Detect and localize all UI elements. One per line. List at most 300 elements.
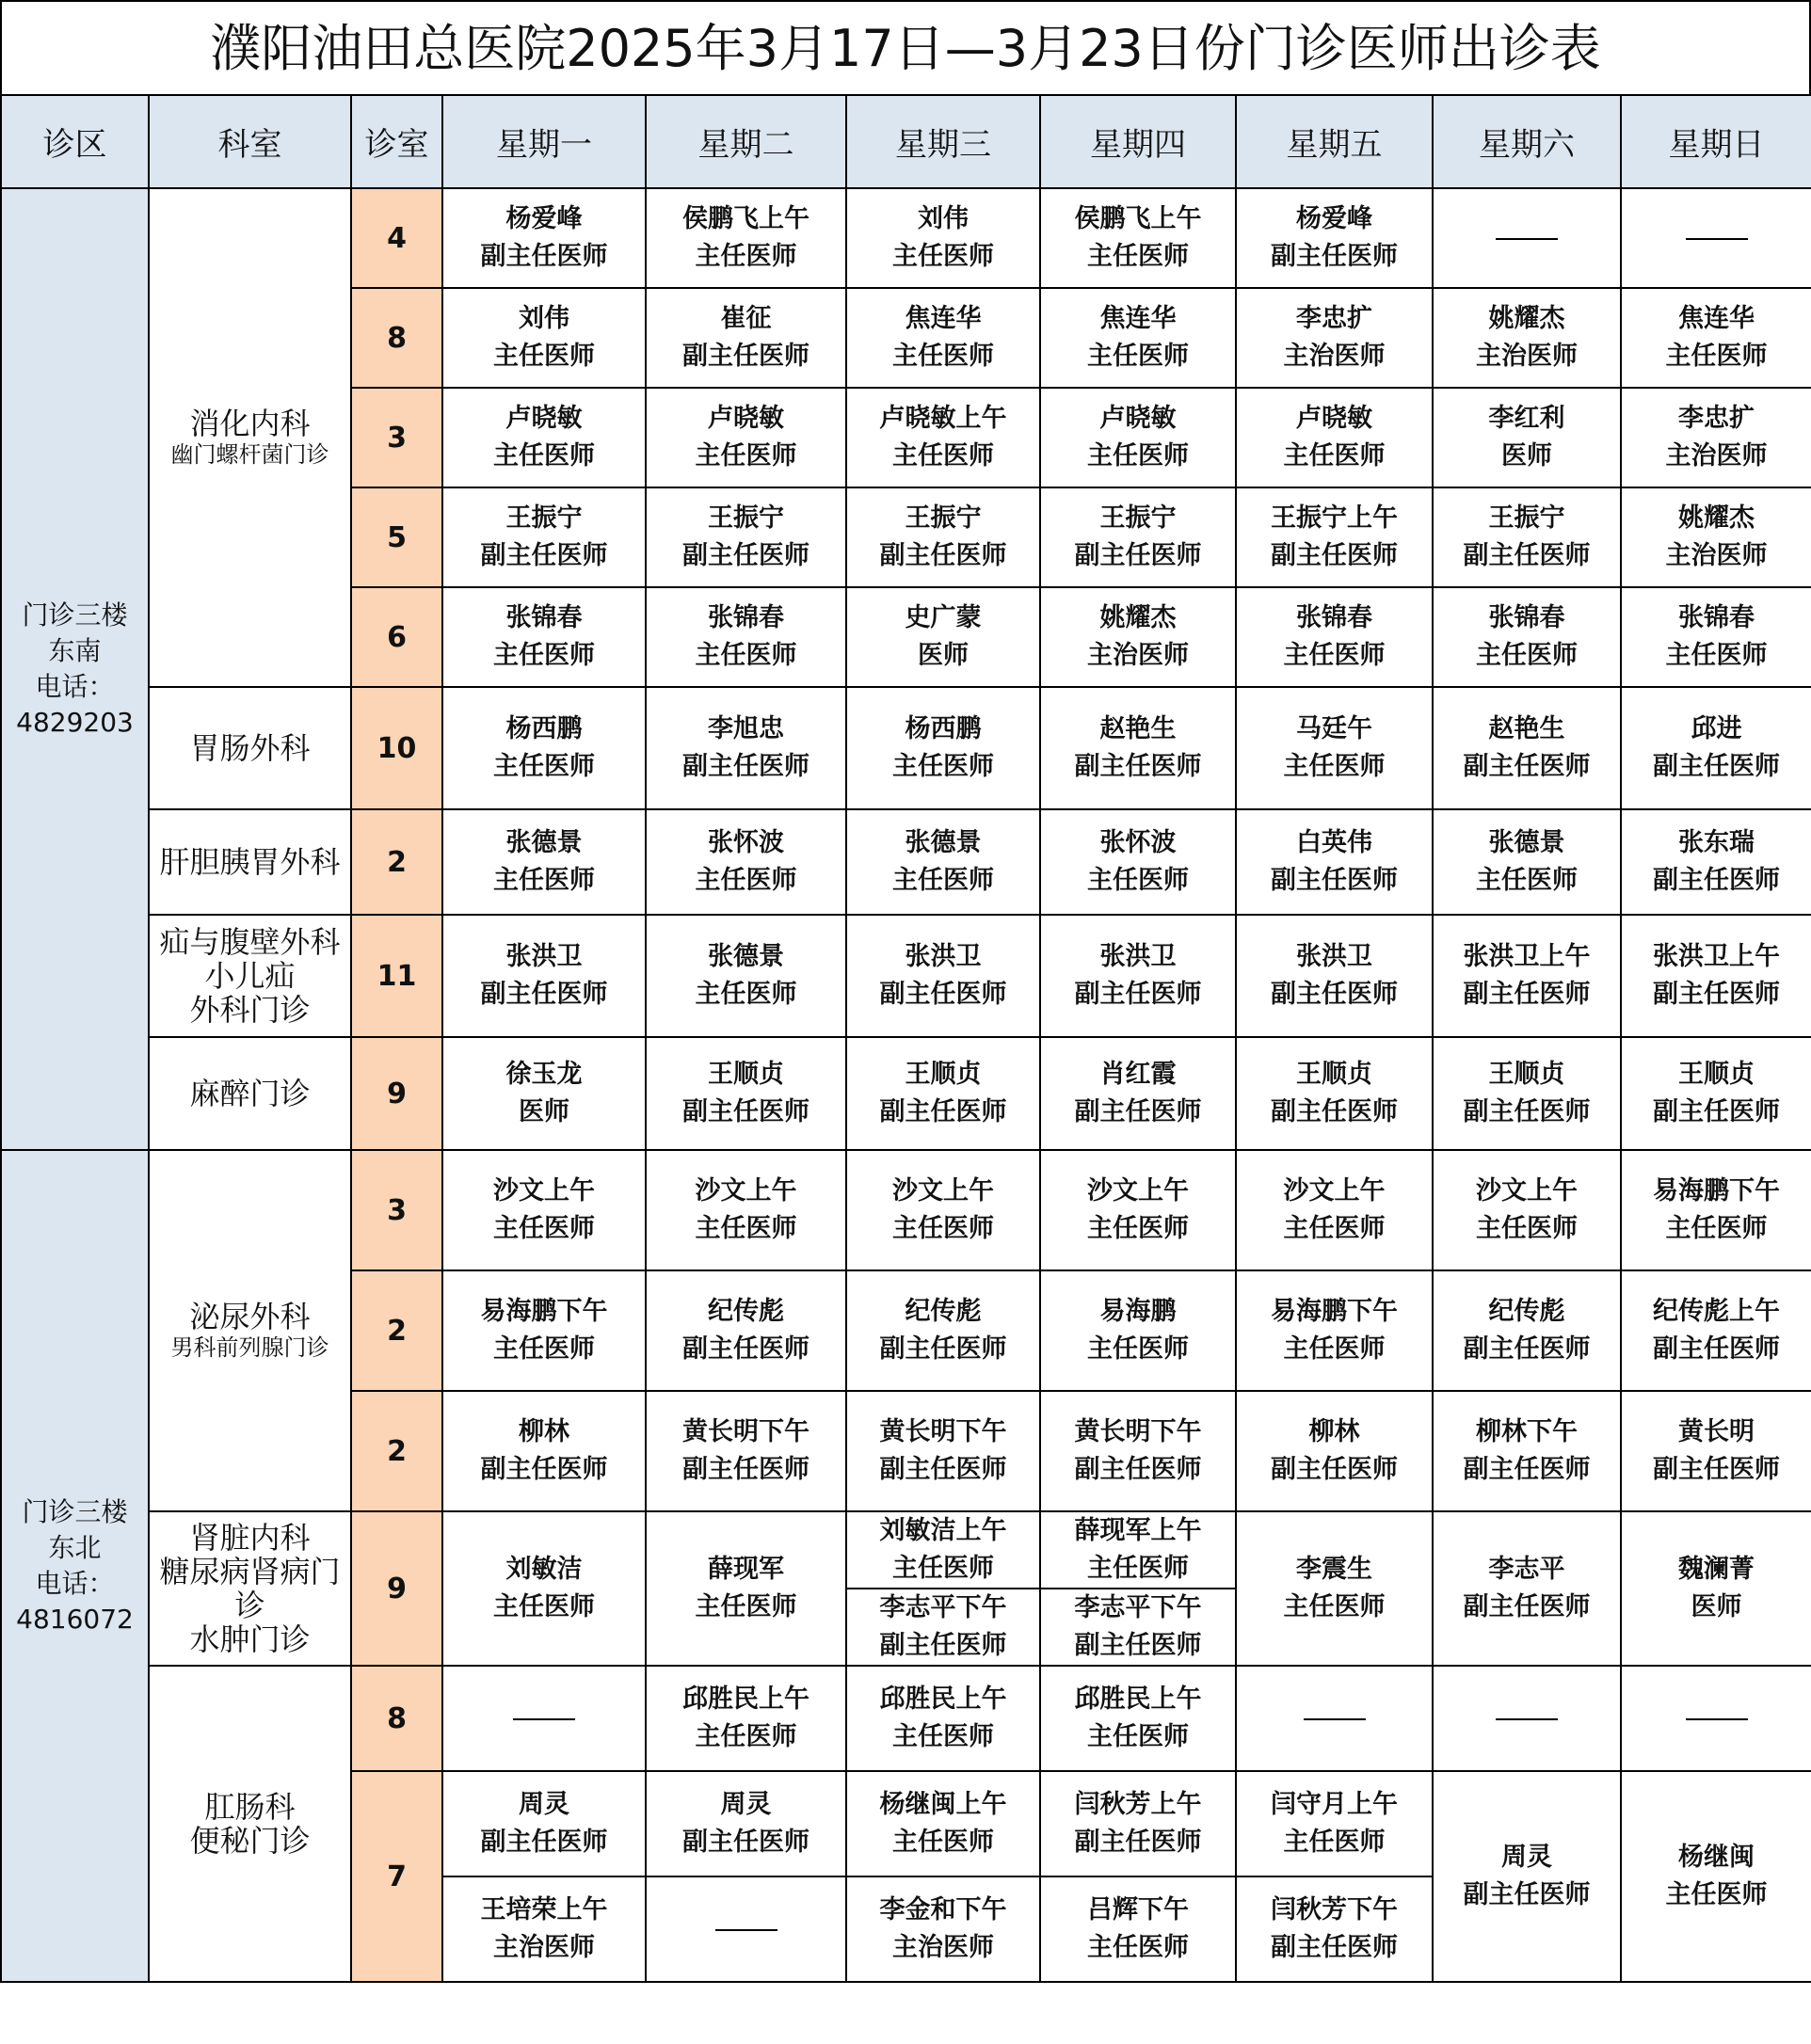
schedule-cell xyxy=(1040,1511,1236,1589)
schedule-cell xyxy=(1040,1037,1236,1150)
schedule-cell xyxy=(846,587,1040,687)
schedule-cell xyxy=(646,587,846,687)
schedule-cell xyxy=(1040,915,1236,1037)
doctor-title: 主任医师 xyxy=(1087,1722,1189,1751)
schedule-cell xyxy=(1621,388,1811,487)
doctor-title: 主治医师 xyxy=(493,1933,595,1962)
doctor-title: 主任医师 xyxy=(892,1554,994,1583)
zone-cell xyxy=(1,1150,149,1982)
doctor-title: 副主任医师 xyxy=(1074,980,1202,1009)
schedule-cell xyxy=(1236,1270,1433,1391)
doctor-name: 薛现军 xyxy=(708,1555,784,1584)
doctor-title: 主任医师 xyxy=(695,641,797,670)
doctor-title: 副主任医师 xyxy=(1653,752,1780,781)
doctor-name: 杨爱峰 xyxy=(505,204,583,233)
doctor-title: 主任医师 xyxy=(1087,1554,1189,1583)
dept-sub: 外科门诊 xyxy=(189,992,311,1028)
schedule-cell xyxy=(1433,1511,1621,1666)
schedule-cell xyxy=(1040,1666,1236,1771)
doctor-name: 王振宁 xyxy=(1099,503,1177,533)
doctor-title: 副主任医师 xyxy=(1074,541,1202,570)
doctor-name: 黄长明下午 xyxy=(1074,1417,1202,1446)
schedule-cell xyxy=(1433,487,1621,587)
doctor-title: 副主任医师 xyxy=(879,1631,1007,1660)
doctor-title: 主任医师 xyxy=(1087,441,1189,471)
doctor-name: 姚耀杰 xyxy=(1488,304,1565,333)
doctor-title: 主任医师 xyxy=(892,1828,994,1857)
doctor-name: 张德景 xyxy=(905,828,982,857)
doctor-name: 易海鹏 xyxy=(1099,1297,1177,1326)
doctor-name: 柳林 xyxy=(519,1417,569,1446)
doctor-name: 马廷午 xyxy=(1296,714,1372,743)
header-sun: 星期日 xyxy=(1621,95,1811,188)
schedule-cell xyxy=(646,288,846,388)
empty-dash xyxy=(715,1929,777,1931)
schedule-cell xyxy=(442,1270,646,1391)
doctor-name: 焦连华 xyxy=(905,304,982,333)
schedule-cell xyxy=(1040,288,1236,388)
doctor-title: 副主任医师 xyxy=(480,1828,608,1857)
schedule-cell xyxy=(1433,1150,1621,1270)
doctor-name: 杨爱峰 xyxy=(1296,204,1372,233)
doctor-title: 主任医师 xyxy=(1476,866,1578,895)
schedule-cell xyxy=(846,388,1040,487)
table-row xyxy=(1,1666,1811,1771)
doctor-name: 卢晓敏 xyxy=(1099,404,1177,433)
doctor-name: 沙文上午 xyxy=(1283,1176,1386,1206)
doctor-title: 主任医师 xyxy=(493,752,595,781)
schedule-cell xyxy=(1236,1876,1433,1982)
doctor-name: 张洪卫 xyxy=(1099,942,1177,971)
doctor-name: 杨西鹏 xyxy=(505,714,583,743)
doctor-title: 主任医师 xyxy=(695,1722,797,1751)
doctor-name: 周灵 xyxy=(1501,1843,1552,1872)
schedule-cell xyxy=(846,288,1040,388)
doctor-name: 闫守月上午 xyxy=(1271,1790,1398,1819)
table-row xyxy=(1,1150,1811,1270)
room-number: 2 xyxy=(351,809,442,915)
doctor-title: 副主任医师 xyxy=(480,980,608,1009)
schedule-cell xyxy=(646,1270,846,1391)
doctor-name: 焦连华 xyxy=(1099,304,1177,333)
dept-cell xyxy=(149,915,351,1037)
schedule-cell xyxy=(1621,1391,1811,1511)
schedule-cell xyxy=(1236,288,1433,388)
doctor-name: 王顺贞 xyxy=(708,1060,784,1089)
doctor-title: 副主任医师 xyxy=(1074,1455,1202,1484)
doctor-title: 副主任医师 xyxy=(1653,1097,1780,1126)
doctor-title: 主任医师 xyxy=(493,1334,595,1364)
dept-name: 泌尿外科 xyxy=(189,1299,311,1334)
schedule-cell xyxy=(1040,809,1236,915)
schedule-cell xyxy=(1236,1037,1433,1150)
doctor-name: 姚耀杰 xyxy=(1099,603,1177,632)
doctor-title: 副主任医师 xyxy=(1074,1631,1202,1660)
doctor-title: 主任医师 xyxy=(892,441,994,471)
doctor-title: 主任医师 xyxy=(695,866,797,895)
doctor-name: 黄长明 xyxy=(1678,1417,1755,1446)
doctor-name: 王振宁 xyxy=(505,503,583,533)
doctor-title: 主任医师 xyxy=(1283,641,1386,670)
schedule-cell xyxy=(442,809,646,915)
doctor-name: 侯鹏飞上午 xyxy=(1074,204,1202,233)
doctor-title: 副主任医师 xyxy=(1074,1097,1202,1126)
room-number: 4 xyxy=(351,188,442,288)
doctor-title: 副主任医师 xyxy=(480,1455,608,1484)
empty-dash xyxy=(1496,1718,1558,1720)
schedule-cell xyxy=(442,1511,646,1666)
doctor-name: 焦连华 xyxy=(1678,304,1755,333)
doctor-title: 主治医师 xyxy=(1087,641,1189,670)
doctor-title: 医师 xyxy=(1501,441,1552,471)
doctor-name: 易海鹏下午 xyxy=(1271,1297,1398,1326)
schedule-cell xyxy=(1621,587,1811,687)
doctor-name: 张德景 xyxy=(1488,828,1565,857)
schedule-cell xyxy=(1040,587,1236,687)
room-number: 8 xyxy=(351,1666,442,1771)
doctor-name: 周灵 xyxy=(519,1790,569,1819)
doctor-title: 副主任医师 xyxy=(1463,1455,1591,1484)
doctor-name: 王顺贞 xyxy=(1488,1060,1565,1089)
doctor-title: 副主任医师 xyxy=(1463,1880,1591,1909)
table-row xyxy=(1,915,1811,1037)
doctor-name: 李忠扩 xyxy=(1296,304,1372,333)
doctor-title: 主任医师 xyxy=(695,242,797,271)
zone-line: 门诊三楼 xyxy=(22,1496,128,1527)
doctor-title: 主任医师 xyxy=(892,866,994,895)
dept-sub: 便秘门诊 xyxy=(189,1823,311,1859)
doctor-title: 副主任医师 xyxy=(1271,1455,1398,1484)
doctor-name: 张怀波 xyxy=(1099,828,1177,857)
schedule-cell xyxy=(846,687,1040,809)
doctor-name: 张洪卫 xyxy=(505,942,583,971)
schedule-cell xyxy=(646,188,846,288)
schedule-cell xyxy=(1040,188,1236,288)
schedule-cell xyxy=(442,1150,646,1270)
schedule-cell xyxy=(1236,388,1433,487)
empty-dash xyxy=(1496,238,1558,240)
doctor-name: 刘敏洁上午 xyxy=(879,1516,1007,1545)
doctor-title: 医师 xyxy=(918,641,969,670)
schedule-cell xyxy=(1040,1589,1236,1666)
doctor-title: 副主任医师 xyxy=(879,1097,1007,1126)
schedule-cell xyxy=(846,1876,1040,1982)
schedule-cell xyxy=(846,1589,1040,1666)
schedule-cell xyxy=(1040,487,1236,587)
table-row xyxy=(1,188,1811,288)
doctor-name: 纪传彪 xyxy=(905,1297,982,1326)
room-number: 2 xyxy=(351,1391,442,1511)
doctor-title: 副主任医师 xyxy=(682,342,809,371)
doctor-name: 黄长明下午 xyxy=(879,1417,1007,1446)
schedule-cell xyxy=(646,809,846,915)
doctor-title: 主任医师 xyxy=(695,1214,797,1243)
doctor-name: 杨西鹏 xyxy=(905,714,982,743)
doctor-title: 主任医师 xyxy=(1087,1214,1189,1243)
doctor-name: 李志平下午 xyxy=(879,1593,1007,1622)
doctor-title: 副主任医师 xyxy=(1074,752,1202,781)
doctor-name: 张怀波 xyxy=(708,828,784,857)
doctor-name: 李金和下午 xyxy=(879,1895,1007,1924)
zone-line: 4816072 xyxy=(16,1604,134,1635)
header-zone: 诊区 xyxy=(1,95,149,188)
schedule-cell xyxy=(1040,1771,1236,1876)
schedule-cell xyxy=(846,1666,1040,1771)
dept-cell xyxy=(149,1150,351,1511)
doctor-title: 医师 xyxy=(1691,1592,1742,1621)
doctor-title: 副主任医师 xyxy=(1271,1933,1398,1962)
schedule-cell xyxy=(1236,188,1433,288)
doctor-name: 张锦春 xyxy=(505,603,583,632)
doctor-name: 张德景 xyxy=(505,828,583,857)
doctor-name: 纪传彪 xyxy=(708,1297,784,1326)
doctor-name: 沙文上午 xyxy=(1476,1176,1578,1206)
dept-name: 麻醉门诊 xyxy=(189,1076,311,1111)
doctor-name: 卢晓敏 xyxy=(1296,404,1372,433)
doctor-name: 柳林 xyxy=(1308,1417,1360,1446)
schedule-cell xyxy=(1236,1511,1433,1666)
doctor-title: 主任医师 xyxy=(1476,1214,1578,1243)
doctor-name: 沙文上午 xyxy=(493,1176,595,1206)
doctor-title: 副主任医师 xyxy=(1653,1455,1780,1484)
schedule-cell xyxy=(846,1270,1040,1391)
doctor-name: 张锦春 xyxy=(1678,603,1755,632)
doctor-name: 张锦春 xyxy=(1488,603,1565,632)
room-number: 11 xyxy=(351,915,442,1037)
doctor-name: 李震生 xyxy=(1296,1555,1372,1584)
doctor-name: 卢晓敏上午 xyxy=(879,404,1007,433)
doctor-title: 副主任医师 xyxy=(1463,1334,1591,1364)
doctor-name: 卢晓敏 xyxy=(708,404,784,433)
schedule-cell xyxy=(846,188,1040,288)
dept-cell xyxy=(149,687,351,809)
doctor-name: 闫秋芳上午 xyxy=(1074,1790,1202,1819)
doctor-title: 主任医师 xyxy=(493,342,595,371)
schedule-cell xyxy=(442,587,646,687)
doctor-name: 王振宁 xyxy=(1488,503,1565,533)
schedule-cell xyxy=(846,1511,1040,1589)
schedule-cell xyxy=(646,487,846,587)
doctor-title: 主任医师 xyxy=(493,441,595,471)
doctor-name: 沙文上午 xyxy=(892,1176,994,1206)
dept-cell xyxy=(149,1037,351,1150)
doctor-title: 主任医师 xyxy=(1087,242,1189,271)
doctor-title: 主任医师 xyxy=(1476,641,1578,670)
doctor-name: 张洪卫 xyxy=(1296,942,1372,971)
doctor-title: 副主任医师 xyxy=(1271,980,1398,1009)
doctor-title: 主任医师 xyxy=(1087,1933,1189,1962)
doctor-title: 副主任医师 xyxy=(1463,752,1591,781)
doctor-name: 李忠扩 xyxy=(1678,404,1755,433)
doctor-title: 副主任医师 xyxy=(682,1334,809,1364)
doctor-title: 副主任医师 xyxy=(1271,242,1398,271)
doctor-title: 主任医师 xyxy=(1283,441,1386,471)
doctor-title: 主治医师 xyxy=(1283,342,1386,371)
doctor-name: 刘伟 xyxy=(519,304,569,333)
empty-dash xyxy=(513,1718,575,1720)
doctor-title: 医师 xyxy=(519,1097,569,1126)
doctor-name: 邱进 xyxy=(1691,714,1742,743)
doctor-title: 副主任医师 xyxy=(480,541,608,570)
schedule-cell xyxy=(1040,1876,1236,1982)
doctor-name: 刘敏洁 xyxy=(505,1555,583,1584)
schedule-cell xyxy=(442,1666,646,1771)
schedule-cell xyxy=(442,1037,646,1150)
header-fri: 星期五 xyxy=(1236,95,1433,188)
dept-sub: 糖尿病肾病门诊 xyxy=(159,1554,341,1623)
doctor-title: 主任医师 xyxy=(695,980,797,1009)
doctor-name: 王顺贞 xyxy=(905,1060,982,1089)
schedule-cell xyxy=(1236,687,1433,809)
header-thu: 星期四 xyxy=(1040,95,1236,188)
schedule-cell xyxy=(442,288,646,388)
doctor-name: 肖红霞 xyxy=(1099,1060,1177,1089)
doctor-name: 徐玉龙 xyxy=(505,1060,583,1089)
dept-name: 胃肠外科 xyxy=(189,730,311,766)
dept-cell xyxy=(149,809,351,915)
doctor-title: 副主任医师 xyxy=(879,1334,1007,1364)
doctor-name: 赵艳生 xyxy=(1488,714,1565,743)
doctor-name: 白英伟 xyxy=(1296,828,1372,857)
doctor-title: 副主任医师 xyxy=(682,1097,809,1126)
doctor-title: 副主任医师 xyxy=(682,1828,809,1857)
schedule-cell xyxy=(1621,1037,1811,1150)
doctor-title: 副主任医师 xyxy=(1271,1097,1398,1126)
schedule-cell xyxy=(442,915,646,1037)
schedule-cell xyxy=(442,487,646,587)
schedule-cell xyxy=(1433,687,1621,809)
doctor-title: 主任医师 xyxy=(1087,342,1189,371)
zone-cell xyxy=(1,188,149,1150)
schedule-cell xyxy=(1621,487,1811,587)
schedule-cell xyxy=(1236,1771,1433,1876)
doctor-name: 李旭忠 xyxy=(708,714,784,743)
dept-sub: 幽门螺杆菌门诊 xyxy=(170,441,329,468)
empty-dash xyxy=(1304,1718,1366,1720)
doctor-name: 张洪卫上午 xyxy=(1463,942,1591,971)
dept-cell xyxy=(149,188,351,687)
dept-cell xyxy=(149,1666,351,1982)
doctor-name: 史广蒙 xyxy=(905,603,982,632)
schedule-cell xyxy=(1433,1270,1621,1391)
doctor-name: 张锦春 xyxy=(1296,603,1372,632)
header-mon: 星期一 xyxy=(442,95,646,188)
dept-name: 疝与腹壁外科 xyxy=(159,924,341,960)
doctor-title: 主任医师 xyxy=(892,342,994,371)
schedule-cell xyxy=(1433,915,1621,1037)
schedule-cell xyxy=(1236,587,1433,687)
doctor-name: 赵艳生 xyxy=(1099,714,1177,743)
room-number: 9 xyxy=(351,1037,442,1150)
doctor-title: 副主任医师 xyxy=(1271,541,1398,570)
schedule-cell xyxy=(1236,1666,1433,1771)
room-number: 9 xyxy=(351,1511,442,1666)
table-row xyxy=(1,1037,1811,1150)
doctor-title: 副主任医师 xyxy=(879,1455,1007,1484)
table-row xyxy=(1,1511,1811,1589)
doctor-title: 副主任医师 xyxy=(1653,866,1780,895)
schedule-cell xyxy=(1621,1270,1811,1391)
doctor-name: 张德景 xyxy=(708,942,784,971)
room-number: 3 xyxy=(351,388,442,487)
doctor-title: 副主任医师 xyxy=(682,752,809,781)
doctor-name: 王顺贞 xyxy=(1296,1060,1372,1089)
doctor-name: 沙文上午 xyxy=(695,1176,797,1206)
doctor-title: 副主任医师 xyxy=(1653,980,1780,1009)
doctor-title: 副主任医师 xyxy=(682,541,809,570)
dept-sub: 小儿疝 xyxy=(204,958,296,994)
doctor-title: 主任医师 xyxy=(1283,1828,1386,1857)
table-row xyxy=(1,809,1811,915)
doctor-name: 张洪卫 xyxy=(905,942,982,971)
schedule-cell xyxy=(646,388,846,487)
doctor-name: 易海鹏下午 xyxy=(1653,1176,1780,1206)
doctor-title: 主任医师 xyxy=(1665,641,1768,670)
doctor-name: 卢晓敏 xyxy=(505,404,583,433)
schedule-cell xyxy=(646,1876,846,1982)
doctor-title: 主任医师 xyxy=(892,1214,994,1243)
table-row xyxy=(1,687,1811,809)
zone-line: 4829203 xyxy=(16,707,134,738)
schedule-cell xyxy=(1433,1771,1621,1982)
header-dept: 科室 xyxy=(149,95,351,188)
doctor-name: 李红利 xyxy=(1488,404,1565,433)
doctor-name: 李志平 xyxy=(1488,1555,1565,1584)
doctor-title: 副主任医师 xyxy=(1074,1828,1202,1857)
zone-line: 电话： xyxy=(35,671,115,702)
schedule-cell xyxy=(1621,687,1811,809)
doctor-name: 易海鹏下午 xyxy=(480,1297,608,1326)
doctor-title: 主任医师 xyxy=(493,1592,595,1621)
doctor-title: 主治医师 xyxy=(892,1933,994,1962)
doctor-title: 主任医师 xyxy=(1665,1214,1768,1243)
dept-sub: 水肿门诊 xyxy=(189,1621,311,1657)
dept-name: 肛肠科 xyxy=(204,1789,296,1825)
schedule-cell xyxy=(1433,809,1621,915)
schedule-cell xyxy=(1040,1391,1236,1511)
schedule-cell xyxy=(846,1771,1040,1876)
doctor-name: 李志平下午 xyxy=(1074,1593,1202,1622)
doctor-name: 柳林下午 xyxy=(1476,1417,1578,1446)
doctor-title: 主任医师 xyxy=(1283,752,1386,781)
doctor-title: 副主任医师 xyxy=(1463,541,1591,570)
room-number: 8 xyxy=(351,288,442,388)
schedule-cell xyxy=(1433,188,1621,288)
room-number: 2 xyxy=(351,1270,442,1391)
doctor-name: 张锦春 xyxy=(708,603,784,632)
schedule-cell xyxy=(846,1391,1040,1511)
room-number: 10 xyxy=(351,687,442,809)
doctor-title: 副主任医师 xyxy=(1463,1592,1591,1621)
zone-line: 电话： xyxy=(35,1568,115,1599)
schedule-cell xyxy=(646,1037,846,1150)
schedule-cell xyxy=(1621,1666,1811,1771)
doctor-title: 副主任医师 xyxy=(1271,866,1398,895)
schedule-cell xyxy=(1433,288,1621,388)
schedule-cell xyxy=(646,687,846,809)
doctor-name: 邱胜民上午 xyxy=(879,1685,1007,1714)
room-number: 5 xyxy=(351,487,442,587)
doctor-name: 吕辉下午 xyxy=(1087,1895,1189,1924)
doctor-name: 纪传彪 xyxy=(1488,1297,1565,1326)
header-wed: 星期三 xyxy=(846,95,1040,188)
doctor-title: 副主任医师 xyxy=(480,242,608,271)
doctor-name: 刘伟 xyxy=(918,204,969,233)
room-number: 6 xyxy=(351,587,442,687)
schedule-cell xyxy=(1236,1391,1433,1511)
doctor-name: 沙文上午 xyxy=(1087,1176,1189,1206)
schedule-cell xyxy=(442,1876,646,1982)
